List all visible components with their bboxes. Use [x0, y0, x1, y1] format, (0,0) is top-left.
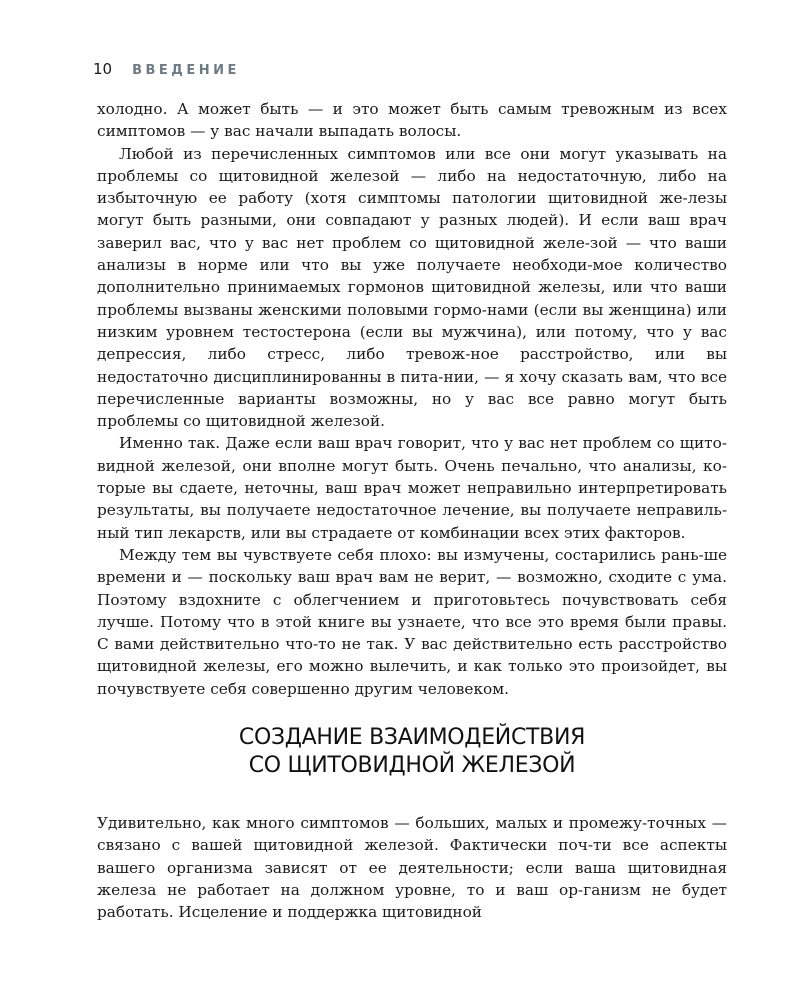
page-number: 10 [93, 60, 113, 78]
section-heading-line: СО ЩИТОВИДНОЙ ЖЕЛЕЗОЙ [248, 753, 576, 778]
paragraph: Между тем вы чувствуете себя плохо: вы измучены, состарились рань-ше времени и — поскольку ваш врач вам не верит, — возможно, сходите с ума. Поэтому вздохните с облегчением и приготовьтесь почувствовать себя лучше. Потому что в этой книге вы узнаете, что все это время были правы. С вами действительно что-то не так. У вас действительно есть расстройство щитовидной железы, его можно вылечить, и как только это произойдет, вы почувствуете себя совершенно другим человеком. [97, 545, 727, 698]
paragraph: Удивительно, как много симптомов — больших, малых и промежу-точных — связано с вашей щитовидной железой. Фактически поч-ти все аспекты вашего организма зависят от ее деятельности; если ваша щитовидная железа не работает на должном уровне, то и ваш ор-ганизм не будет работать. Исцеление и поддержка щитовидной [97, 814, 727, 922]
body-text-bottom [97, 812, 727, 923]
paragraph: Любой из перечисленных симптомов или все они могут указывать на проблемы со щитовидной железой — либо на недостаточную, либо на избыточную ее работу (хотя симптомы патологии щитовидной же-лезы могут быть разными, они совпадают у разных людей). И если ваш врач заверил вас, что у вас нет проблем со щитовидной желе-зой — что ваши анализы в норме или что вы уже получаете необходи-мое количество дополнительно принимаемых гормонов щитовидной железы, или что ваши проблемы вызваны женскими половыми гормо-нами (если вы женщина) или низким уровнем тестостерона (если вы мужчина), или потому, что у вас депрессия, либо стресс, либо тревож-ное расстройство, или вы недостаточно дисциплинированны в пита-нии, — я хочу сказать вам, что все перечисленные варианты возможны, но у вас все равно могут быть проблемы со щитовидной железой. [97, 144, 727, 431]
section-heading-line: СОЗДАНИЕ ВЗАИМОДЕЙСТВИЯ [238, 725, 586, 750]
body-text-top [97, 98, 727, 700]
running-head [93, 60, 240, 78]
section-heading [97, 724, 727, 780]
paragraph: холодно. А может быть — и это может быть самым тревожным из всех симптомов — у вас начали выпадать волосы. [97, 100, 727, 141]
paragraph: Именно так. Даже если ваш врач говорит, что у вас нет проблем со щито-видной железой, они вполне могут быть. Очень печально, что анализы, ко-торые вы сдаете, неточны, ваш врач может неправильно интерпретировать результаты, вы получаете недостаточное лечение, вы получаете неправиль-ный тип лекарств, или вы страдаете от комбинации всех этих факторов. [97, 434, 727, 542]
section-title: ВВЕДЕНИЕ [132, 63, 240, 78]
